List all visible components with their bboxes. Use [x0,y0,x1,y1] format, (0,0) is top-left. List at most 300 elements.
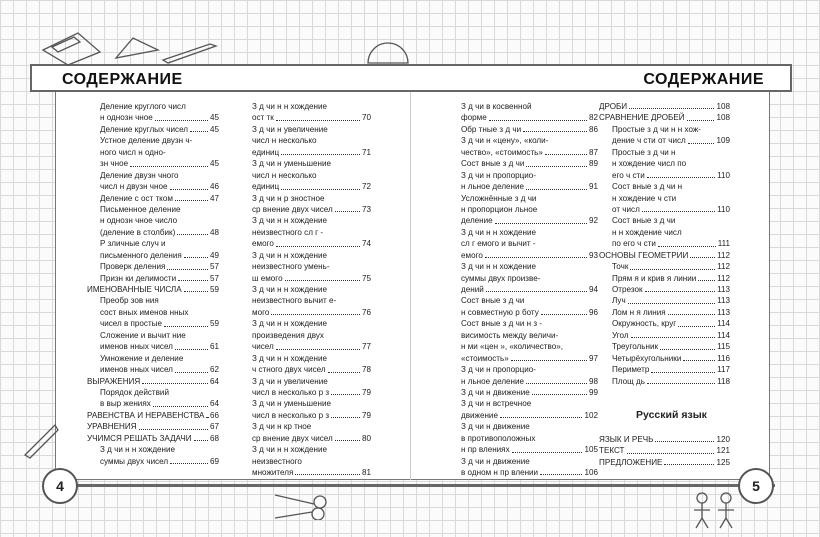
toc-entry-title: УРАВНЕНИЯ [87,422,137,432]
toc-page-number: 71 [361,147,371,157]
toc-entry[interactable] [87,433,219,444]
toc-entry-title: Устное деление двузн ч- [100,136,193,146]
toc-entry-title: н ми «цен », «количество», [461,342,563,352]
toc-entry-line [599,124,730,135]
toc-entry[interactable] [252,467,371,478]
dot-leader [628,295,715,303]
toc-entry[interactable] [87,261,219,272]
toc-entry-title: н н хождение числ [612,227,682,237]
dot-leader [285,273,360,281]
toc-entry[interactable] [87,193,219,204]
toc-entry-line [461,261,598,272]
toc-entry-title: Простые з д чи н [612,147,676,157]
toc-entry-title: емого [252,239,274,249]
dot-leader [331,410,360,418]
toc-page-number: 113 [717,296,730,306]
toc-entry-title: ного числ н одно- [100,147,166,157]
toc-entry[interactable] [599,307,730,318]
toc-entry-title: деление [461,216,493,226]
dot-leader [335,204,360,212]
toc-entry[interactable] [599,376,730,387]
toc-entry[interactable] [599,318,730,329]
toc-entry[interactable] [599,284,730,295]
toc-entry-line [461,330,598,341]
toc-page-number: 99 [588,387,598,397]
toc-entry[interactable] [87,284,219,295]
toc-entry-title: чество», «стоимость» [461,147,543,157]
toc-entry-title: Деление круглых чисел [100,124,189,134]
protractor-icon [365,35,410,65]
toc-entry-line [87,204,219,215]
toc-entry-title: З д чи н н хождение [252,319,328,329]
dot-leader [328,364,360,372]
dot-leader [167,261,208,269]
toc-entry-title: множителя [252,468,294,477]
right-page-number: 5 [738,468,774,504]
dot-leader [511,353,587,361]
toc-page-number: 78 [361,365,371,375]
toc-entry-title: форме [461,113,487,123]
toc-entry-line [252,444,371,455]
toc-page-number: 49 [209,250,219,260]
toc-entry-line [461,433,598,444]
toc-entry[interactable] [87,376,219,387]
toc-entry[interactable] [461,284,598,295]
toc-page-number: 112 [717,250,730,260]
toc-entry-title: ш емого [252,273,283,283]
toc-entry-line [461,238,598,249]
toc-entry-title: числ н двузн чное [100,182,168,192]
toc-entry[interactable] [461,250,598,261]
toc-column-4 [599,101,730,387]
toc-entry-line [599,181,730,192]
toc-entry-title: З д чи н кр тное [252,422,312,432]
toc-page-number: 109 [716,136,730,146]
toc-entry-title: ТЕКСТ [599,446,625,456]
toc-entry-title: его ч сти [612,170,645,180]
toc-page-number: 94 [588,285,598,294]
dot-leader [500,410,583,418]
dot-leader [687,112,715,120]
toc-entry-title: Письменное деление [100,204,181,214]
toc-entry-title: чисел в простые [100,319,162,329]
toc-entry-line [87,147,219,158]
toc-entry-title: З д чи н движение [461,422,530,432]
toc-entry[interactable] [87,456,219,467]
dot-leader [630,261,715,269]
toc-entry-line [461,135,598,146]
toc-entry[interactable] [599,341,730,352]
toc-entry-line [252,215,371,226]
toc-entry-line [461,341,598,352]
toc-entry[interactable] [599,204,730,215]
toc-entry-line [461,364,598,375]
toc-entry-title: Деление с ост тком [100,193,173,203]
russian-section-heading: Русский язык [636,409,707,421]
toc-entry-line [252,284,371,295]
toc-entry[interactable] [599,273,730,284]
toc-page-number: 91 [588,182,598,192]
toc-entry-title: ост тк [252,113,274,123]
dot-leader [276,341,360,349]
toc-entry[interactable] [252,181,371,192]
dot-leader [532,387,587,395]
left-page-number: 4 [42,468,78,504]
toc-entry-line [87,353,219,364]
dot-leader [177,227,208,235]
toc-page-number: 114 [717,319,730,329]
toc-page-number: 66 [209,410,219,420]
toc-entry-title: суммы двух чисел [100,456,169,466]
toc-entry[interactable] [599,353,730,364]
toc-entry-title: Простые з д чи н н хож- [612,124,701,134]
toc-entry[interactable] [461,353,598,364]
toc-page-number: 68 [209,433,219,443]
toc-entry-line [252,250,371,261]
toc-entry-line [252,135,371,146]
dot-leader [664,457,714,465]
toc-entry-title: сост вных именов нных [100,307,189,317]
toc-entry-title: РАВЕНСТВА И НЕРАВЕНСТВА [87,410,205,420]
toc-page-number: 77 [361,342,371,352]
dot-leader [153,398,208,406]
toc-entry-title: Р зличные случ и [100,239,166,249]
toc-entry-line [87,135,219,146]
toc-entry-title: ЯЗЫК И РЕЧЬ [599,435,654,444]
toc-entry-title: З д чи н пропорцио- [461,365,536,375]
toc-entry[interactable] [599,434,730,445]
toc-entry-title: ПРЕДЛОЖЕНИЕ [599,457,663,467]
toc-entry-line [252,318,371,329]
dot-leader [175,364,208,372]
toc-page-number: 76 [361,307,371,317]
toc-entry-title: ДРОБИ [599,102,628,111]
toc-entry[interactable] [252,410,371,421]
toc-entry[interactable] [599,330,730,341]
toc-entry-title: неизвестного [252,456,302,466]
toc-entry[interactable] [461,112,598,123]
toc-entry-line [252,330,371,341]
toc-entry-title: именов нных чисел [100,365,173,375]
toc-page-number: 86 [588,124,598,134]
toc-entry[interactable] [599,445,730,456]
toc-entry-line [87,215,219,226]
toc-entry[interactable] [87,124,219,135]
toc-entry-title: Порядок действий [100,387,169,397]
toc-entry-line [461,170,598,181]
toc-entry-title: Отрезок [612,285,643,294]
toc-entry-title: Окружность, круг [612,319,677,329]
toc-page-number: 111 [717,239,730,249]
toc-entry[interactable] [87,398,219,409]
toc-entry[interactable] [461,181,598,192]
toc-entry-title: н однозн чное число [100,216,178,226]
toc-page-number: 74 [361,239,371,249]
toc-page-number: 80 [361,433,371,443]
toc-entry-title: З д чи н н хождение [252,353,328,363]
toc-entry-title: Сост вные з д чи [612,216,676,226]
toc-page-number: 79 [361,387,371,397]
toc-entry[interactable] [252,341,371,352]
dot-leader [683,353,715,361]
toc-entry-title: ВЫРАЖЕНИЯ [87,376,141,386]
toc-entry-title: в одном н пр влении [461,468,539,477]
dot-leader [276,238,360,246]
toc-entry[interactable] [252,112,371,123]
toc-entry-line [252,101,371,112]
toc-entry-title: З д чи н н хождение [252,285,328,294]
dot-leader [155,112,208,120]
toc-entry[interactable] [252,307,371,318]
toc-entry-title: в противоположных [461,433,536,443]
toc-entry-title: числ н несколько [252,136,317,146]
toc-entry-title: Сост вные з д чи н з - [461,319,542,329]
toc-entry-title: «стоимость» [461,353,509,363]
toc-entry-title: З д чи в косвенной [461,102,532,111]
toc-entry[interactable] [87,112,219,123]
toc-entry-title: Площ дь [612,376,645,386]
toc-entry[interactable] [87,410,219,421]
toc-entry-title: чисел [252,342,274,352]
toc-entry[interactable] [599,238,730,249]
toc-entry-title: по его ч сти [612,239,656,249]
toc-entry-title: Периметр [612,365,650,375]
toc-page-number: 106 [584,468,598,477]
toc-entry[interactable] [461,444,598,455]
toc-entry[interactable] [599,295,730,306]
toc-page-number: 61 [209,342,219,352]
dot-leader [495,215,587,223]
toc-entry-title: З д чи н пропорцио- [461,170,536,180]
dot-leader [130,158,208,166]
toc-entry[interactable] [252,147,371,158]
toc-entry-title: движение [461,410,498,420]
page-spine [410,90,411,480]
toc-entry[interactable] [599,250,730,261]
dot-leader [545,147,587,155]
toc-entry-title: н совместную р боту [461,307,539,317]
toc-entry-title: З д чи н увеличение [252,124,328,134]
dot-leader [631,330,715,338]
toc-entry-line [87,387,219,398]
dot-leader [526,376,587,384]
dot-leader [690,250,715,258]
toc-page-number: 46 [209,182,219,192]
toc-entry[interactable] [461,307,598,318]
toc-page-number: 45 [209,159,219,169]
toc-entry-title: ч стного двух чисел [252,365,326,375]
toc-page-number: 114 [717,330,730,340]
toc-entry[interactable] [252,273,371,284]
toc-entry-title: неизвестного умень- [252,262,330,272]
toc-russian-list [599,434,730,468]
scissors-icon [270,490,330,520]
dot-leader [190,124,208,132]
toc-entry-title: Обр тные з д чи [461,124,522,134]
dot-leader [194,433,208,441]
toc-entry[interactable] [461,158,598,169]
toc-entry-title: именов нных чисел [100,342,173,352]
toc-page-number: 117 [717,365,730,375]
dot-leader [142,376,208,384]
toc-entry-title: Треугольник [612,342,659,352]
toc-page-number: 125 [716,457,730,467]
toc-entry[interactable] [87,181,219,192]
toc-entry-title: Сост вные з д чи [461,296,525,306]
toc-entry[interactable] [461,410,598,421]
toc-entry-line [599,147,730,158]
toc-entry-line [252,295,371,306]
toc-entry-line [461,421,598,432]
toc-page-number: 75 [361,273,371,283]
toc-entry[interactable] [87,341,219,352]
dot-leader [526,181,587,189]
toc-entry[interactable] [461,124,598,135]
toc-entry[interactable] [252,204,371,215]
toc-entry-title: н хождение ч сти [612,193,677,203]
toc-entry[interactable] [599,261,730,272]
dot-leader [523,124,587,132]
toc-entry-line [252,376,371,387]
toc-entry-line [87,444,219,455]
toc-entry-line [461,101,598,112]
toc-entry-line [87,170,219,181]
toc-entry[interactable] [252,387,371,398]
stick-figures-icon [690,490,740,530]
toc-entry-title: З д чи н н хождение [461,227,537,237]
dot-leader [627,445,715,453]
toc-entry-title: письменного деления [100,250,182,260]
toc-entry-title: мого [252,307,270,317]
dot-leader [276,112,360,120]
dot-leader [647,170,715,178]
toc-entry[interactable] [461,376,598,387]
toc-entry[interactable] [599,170,730,181]
toc-page-number: 112 [717,273,730,283]
toc-entry-title: З д чи н н хождение [252,102,328,111]
toc-entry-line [599,193,730,204]
toc-page-number: 79 [361,410,371,420]
toc-page-number: 67 [209,422,219,432]
toc-entry-title: З д чи н н хождение [252,445,328,455]
toc-column-3 [461,101,598,478]
left-page-title: СОДЕРЖАНИЕ [62,71,183,88]
toc-entry[interactable] [252,364,371,375]
dot-leader [629,101,714,109]
toc-entry-title: емого [461,250,483,260]
toc-entry[interactable] [252,238,371,249]
toc-entry-line [252,261,371,272]
toc-page-number: 59 [209,319,219,329]
toc-entry[interactable] [87,227,219,238]
toc-entry-line [87,307,219,318]
dot-leader [331,387,360,395]
toc-entry-title: З д чи н уменьшение [252,159,332,169]
dot-leader [281,181,360,189]
toc-entry-line [252,124,371,135]
toc-entry[interactable] [87,364,219,375]
toc-entry-title: суммы двух произве- [461,273,541,283]
toc-entry-title: Точк [612,262,629,272]
toc-entry[interactable] [461,147,598,158]
toc-entry-title: от числ [612,204,640,214]
toc-entry[interactable] [599,135,730,146]
toc-entry[interactable] [87,250,219,261]
toc-entry[interactable] [87,273,219,284]
dot-leader [489,112,587,120]
dot-leader [295,467,360,475]
toc-page-number: 48 [209,227,219,237]
dot-leader [486,284,587,292]
toc-entry-title: Умножение и деление [100,353,184,363]
toc-page-number: 96 [588,307,598,317]
dot-leader [540,467,582,475]
toc-page-number: 62 [209,365,219,375]
toc-entry-line [87,101,219,112]
toc-page-number: 47 [209,193,219,203]
dot-leader [335,433,360,441]
toc-entry-title: числ в несколько р з [252,410,330,420]
toc-page-number: 45 [209,113,219,123]
toc-entry-title: З д чи н движение [461,456,530,466]
toc-entry[interactable] [87,158,219,169]
toc-entry-line [87,238,219,249]
toc-entry[interactable] [461,387,598,398]
dot-leader [647,376,715,384]
toc-page-number: 110 [717,204,730,214]
toc-page-number: 59 [209,285,219,294]
toc-page-number: 121 [716,446,730,456]
toc-page-number: 113 [717,285,730,294]
toc-entry-title: Деление круглого числ [100,102,186,111]
toc-entry-title: З д чи н р зностное [252,193,325,203]
toc-page-number: 108 [716,102,730,111]
toc-entry-line [252,170,371,181]
left-title-banner [30,64,412,92]
toc-entry-title: Луч [612,296,626,306]
dot-leader [668,307,716,315]
toc-entry-title: УЧИМСЯ РЕШАТЬ ЗАДАЧИ [87,433,192,443]
toc-column-1 [87,101,219,467]
toc-entry[interactable] [461,467,598,478]
toc-entry-line [461,227,598,238]
toc-entry[interactable] [87,421,219,432]
toc-entry[interactable] [87,318,219,329]
toc-entry-title: Проверк деления [100,262,166,272]
dot-leader [688,135,715,143]
toc-entry-title: Лом н я линия [612,307,666,317]
toc-entry-title: дение ч сти от числ [612,136,686,146]
dot-leader [698,273,715,281]
toc-entry-title: З д чи н н хождение [252,250,328,260]
toc-entry[interactable] [599,101,730,112]
toc-page-number: 120 [716,435,730,444]
toc-entry[interactable] [599,364,730,375]
toc-entry-title: Прям я и крив я линии [612,273,697,283]
toc-page-number: 116 [717,353,730,363]
toc-page-number: 72 [361,182,371,192]
toc-entry[interactable] [599,457,730,468]
dot-leader [206,410,208,418]
toc-entry-line [461,193,598,204]
dot-leader [651,364,715,372]
toc-entry[interactable] [252,433,371,444]
toc-entry-title: З д чи н уменьшение [252,399,332,409]
toc-entry[interactable] [461,215,598,226]
toc-page-number: 112 [717,262,730,272]
dot-leader [170,456,208,464]
toc-entry[interactable] [599,112,730,123]
